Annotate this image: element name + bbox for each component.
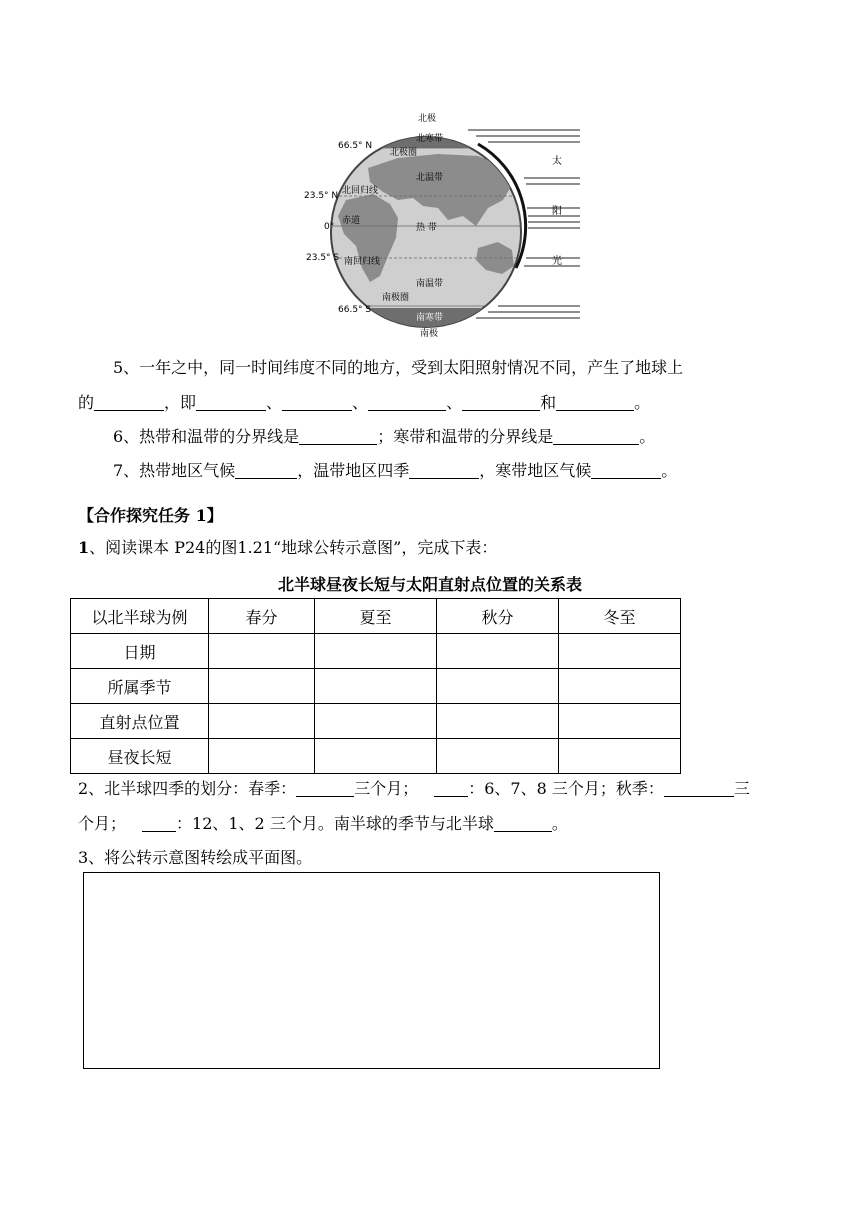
answer-cell[interactable] [315, 634, 437, 669]
table-row [71, 704, 681, 739]
header-cell: 秋分 [437, 599, 559, 634]
q5-line2 [78, 393, 650, 413]
task3-line: 3、将公转示意图转绘成平面图。 [78, 848, 313, 867]
q6-text: 。 [639, 427, 656, 446]
q5-text: 、 [352, 393, 369, 412]
blank-field[interactable] [142, 815, 176, 832]
label-south-pole: 南极 [420, 329, 439, 339]
row-label: 所属季节 [71, 669, 209, 704]
label-south-temperate: 南温带 [416, 279, 444, 289]
blank-field[interactable] [409, 462, 479, 479]
label-lat-66s: 66.5° S [338, 305, 372, 315]
task2-text: 三 [733, 779, 750, 798]
q6-text: 6、热带和温带的分界线是 [113, 427, 300, 446]
q5-text: 5、一年之中，同一时间纬度不同的地方，受到太阳照射情况不同，产生了地球上 [113, 358, 684, 377]
q7-text: 。 [661, 461, 678, 480]
relation-table [70, 598, 681, 774]
task2-text: 三个月； [354, 779, 419, 798]
answer-cell[interactable] [559, 704, 681, 739]
q6-line [113, 427, 655, 447]
answer-cell[interactable] [209, 669, 315, 704]
drawing-box[interactable] [83, 872, 660, 1069]
q5-text: 、 [266, 393, 283, 412]
answer-cell[interactable] [437, 669, 559, 704]
q5-text: 的 [78, 393, 95, 412]
q5-text: ，即 [164, 393, 197, 412]
answer-cell[interactable] [209, 634, 315, 669]
blank-field[interactable] [494, 815, 552, 832]
blank-field[interactable] [434, 780, 468, 797]
header-cell: 冬至 [559, 599, 681, 634]
label-sun-2: 阳 [552, 206, 562, 217]
task2-text: ：6、7、8 三个月；秋季： [468, 779, 664, 798]
q5-text: 。 [634, 393, 651, 412]
label-sun-3: 光 [552, 256, 562, 267]
row-label: 日期 [71, 634, 209, 669]
blank-field[interactable] [368, 394, 446, 411]
blank-field[interactable] [591, 462, 661, 479]
label-sun-1: 太 [552, 156, 562, 167]
label-tropic-capricorn: 南回归线 [344, 257, 381, 267]
answer-cell[interactable] [559, 739, 681, 774]
blank-field[interactable] [94, 394, 164, 411]
label-equator: 赤道 [342, 216, 361, 226]
blank-field[interactable] [462, 394, 540, 411]
q5-line1 [113, 358, 683, 378]
task2-text: 个月； [78, 814, 127, 833]
label-lat-0: 0° [324, 222, 335, 232]
header-cell: 夏至 [315, 599, 437, 634]
q5-text: 和 [540, 393, 557, 412]
q6-text: ；寒带和温带的分界线是 [377, 427, 554, 446]
task2-text: 。 [551, 814, 568, 833]
q7-text: ，寒带地区气候 [479, 461, 592, 480]
label-arctic-circle: 北极圈 [390, 148, 418, 158]
answer-cell[interactable] [437, 739, 559, 774]
answer-cell[interactable] [315, 739, 437, 774]
task1-line [78, 538, 497, 558]
label-north-pole: 北极 [418, 114, 437, 124]
table-row [71, 739, 681, 774]
label-north-temperate: 北温带 [416, 173, 444, 183]
answer-cell[interactable] [437, 704, 559, 739]
table-row [71, 634, 681, 669]
header-cell: 以北半球为例 [71, 599, 209, 634]
task2-line1 [78, 779, 750, 799]
table-caption: 北半球昼夜长短与太阳直射点位置的关系表 [277, 575, 582, 594]
label-lat-23n: 23.5° N [304, 191, 339, 201]
row-label: 直射点位置 [71, 704, 209, 739]
answer-cell[interactable] [437, 634, 559, 669]
blank-field[interactable] [196, 394, 266, 411]
table-row [71, 669, 681, 704]
label-south-frigid: 南寒带 [416, 313, 444, 323]
task1-number: 1 [78, 538, 90, 557]
label-tropic-cancer: 北回归线 [342, 186, 379, 196]
label-north-frigid: 北寒带 [416, 134, 444, 144]
answer-cell[interactable] [315, 704, 437, 739]
task1-text: 、阅读课本 P24的图1.21“地球公转示意图”，完成下表： [89, 538, 498, 557]
task2-line2 [78, 814, 568, 834]
q5-text: 、 [446, 393, 463, 412]
answer-cell[interactable] [315, 669, 437, 704]
label-antarctic-circle: 南极圈 [382, 293, 410, 303]
earth-heat-zones-figure [298, 108, 584, 340]
table-header-row [71, 599, 681, 634]
q7-text: ，温带地区四季 [297, 461, 410, 480]
label-lat-66n: 66.5° N [338, 141, 373, 151]
blank-field[interactable] [553, 428, 639, 445]
task2-text: ：12、1、2 三个月。南半球的季节与北半球 [176, 814, 494, 833]
task2-text: 2、北半球四季的划分：春季： [78, 779, 297, 798]
header-cell: 春分 [209, 599, 315, 634]
blank-field[interactable] [664, 780, 734, 797]
section-title: 【合作探究任务 1】 [78, 506, 223, 525]
row-label: 昼夜长短 [71, 739, 209, 774]
label-lat-23s: 23.5° S [306, 253, 340, 263]
blank-field[interactable] [296, 780, 354, 797]
label-tropical: 热 带 [416, 223, 437, 233]
blank-field[interactable] [282, 394, 352, 411]
blank-field[interactable] [235, 462, 297, 479]
q7-line [113, 461, 677, 481]
answer-cell[interactable] [209, 739, 315, 774]
blank-field[interactable] [556, 394, 634, 411]
answer-cell[interactable] [559, 669, 681, 704]
q7-text: 7、热带地区气候 [113, 461, 236, 480]
answer-cell[interactable] [209, 704, 315, 739]
answer-cell[interactable] [559, 634, 681, 669]
blank-field[interactable] [299, 428, 377, 445]
